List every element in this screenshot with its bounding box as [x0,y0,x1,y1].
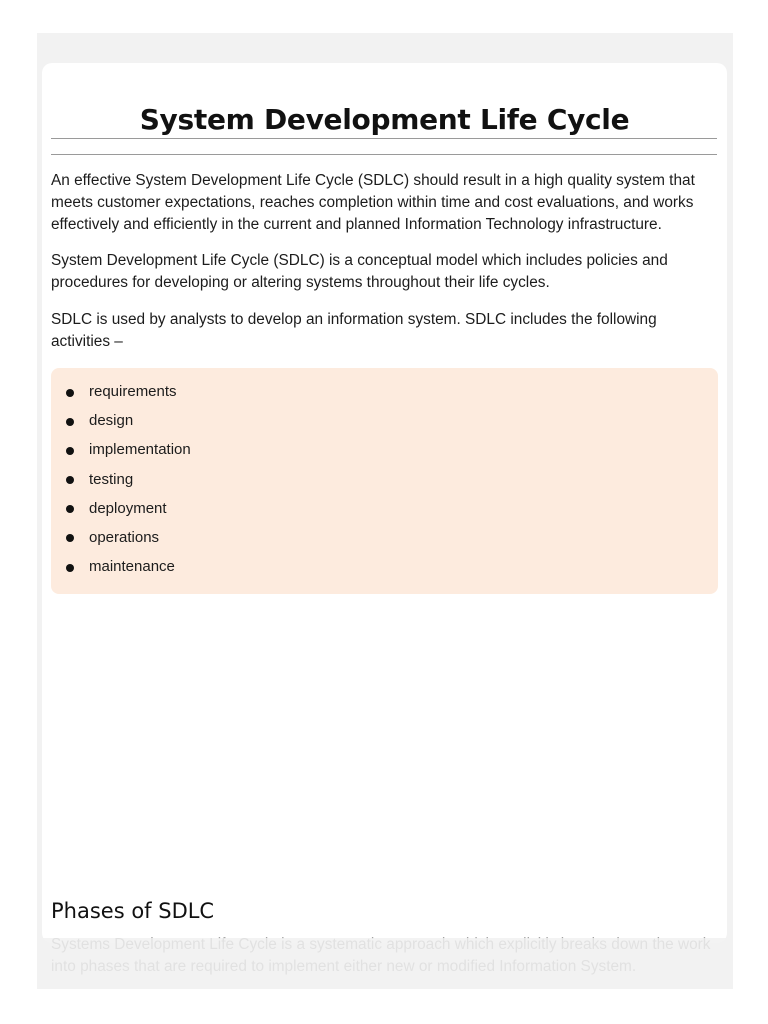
page-title: System Development Life Cycle [139,102,630,136]
list-item-label: operations [89,528,160,546]
bullet-icon [66,418,74,426]
list-item [51,499,718,528]
fade-overlay [37,938,733,989]
list-item [51,470,718,499]
divider-top [51,138,717,139]
list-item [51,557,718,586]
bullet-icon [66,564,74,572]
bullet-icon [66,505,74,513]
activities-list [51,368,718,586]
bullet-icon [66,447,74,455]
list-item [51,411,718,440]
section-heading: Phases of SDLC [51,899,215,923]
list-item [51,528,718,557]
list-item [51,440,718,469]
list-item-label: testing [89,470,134,488]
bullet-icon [66,534,74,542]
bullet-icon [66,389,74,397]
activities-intro-paragraph: SDLC is used by analysts to develop an information system. SDLC includes the following activities – [51,311,657,350]
list-item-label: requirements [89,383,177,400]
bullet-icon [66,476,74,484]
list-item-label: deployment [89,499,167,517]
intro-paragraph: An effective System Development Life Cycle (SDLC) should result in a high quality system that meets customer expectations, reaches completion within time and cost evaluations, and works effectively and efficiently in the current and planned Information Technology infrastructure. [51,172,695,233]
list-item-label: implementation [89,441,191,459]
list-item [51,382,718,411]
divider-bottom [51,154,717,155]
list-item-label: maintenance [89,558,175,576]
definition-paragraph: System Development Life Cycle (SDLC) is a conceptual model which includes policies and procedures for developing or altering systems throughout their life cycles. [51,252,668,291]
list-item-label: design [89,412,134,430]
activities-list-box [51,368,718,594]
